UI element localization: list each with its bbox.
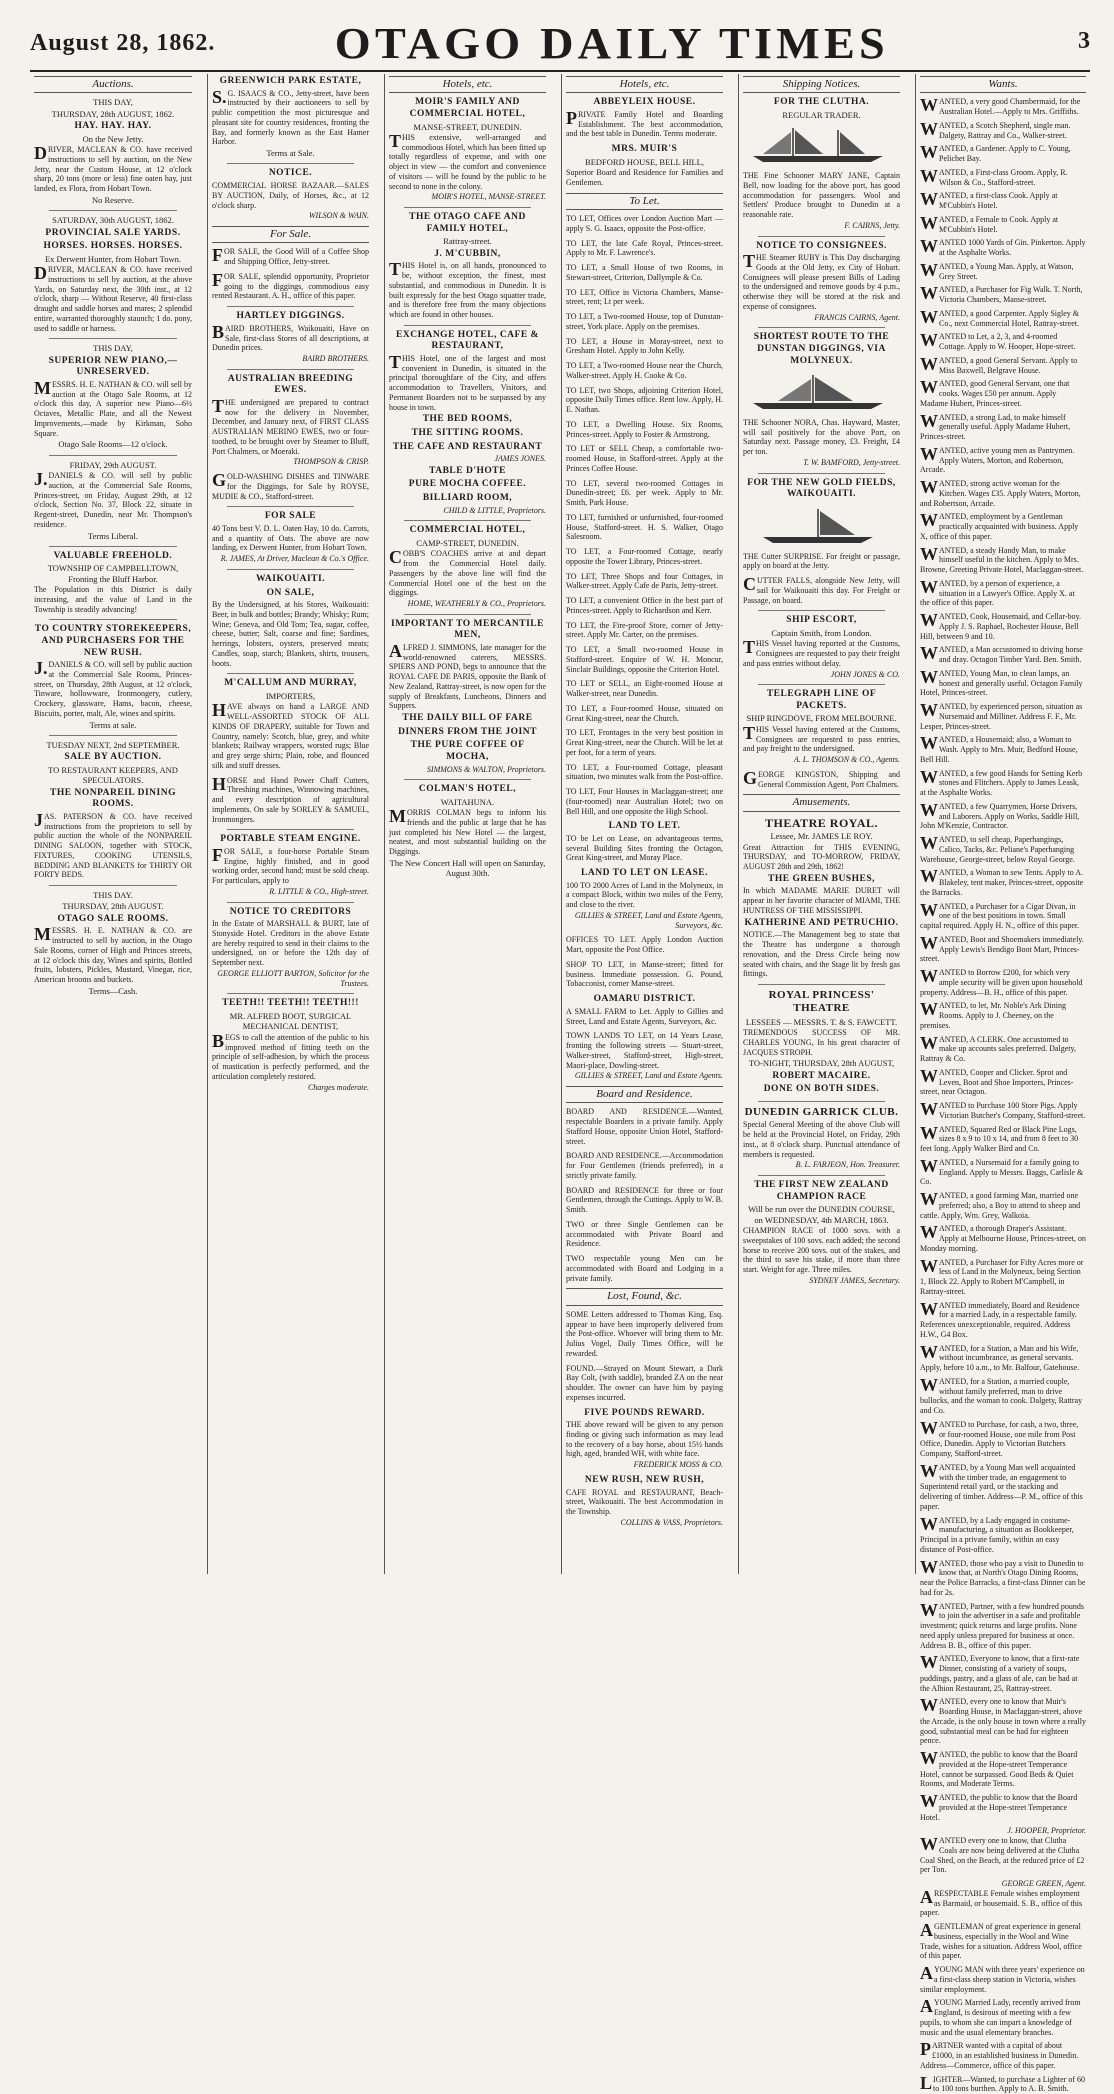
ad-town-lands: TOWN LANDS TO LET, on 14 Years Lease, fronting the following streets — Stuart-street, Walker-street, Stafford-street, High-street, Maori-place, Dowling-street. GILLIES & STREET, Land and Estate Agents. bbox=[566, 1031, 723, 1081]
wanted-ad: WANTED immediately, Board and Residence for a married Lady, in a respectable family. References unexceptionable, required. Address H.W., G4 Box. bbox=[920, 1298, 1080, 1339]
section-heading-auctions: Auctions. bbox=[34, 76, 192, 93]
wanted-ad: WANTED, employment by a Gentleman practically acquainted with business. Apply X, office of this paper. bbox=[920, 510, 1079, 541]
separator bbox=[49, 546, 177, 547]
wanted-ad: WANTED, a good farming Man, married one preferred; also, a Boy to attend to sheep and cattle. Apply, Wm. Grey, Walkoia. bbox=[920, 1189, 1081, 1220]
separator bbox=[227, 163, 354, 164]
newspaper-title: OTAGO DAILY TIMES bbox=[334, 19, 889, 68]
separator bbox=[227, 506, 354, 507]
separator bbox=[227, 306, 354, 307]
wanted-ad: WANTED, by experienced person, situation as Nursemaid and Milliner. Address F. F., Mr. Lesper, Princes-street. bbox=[920, 700, 1083, 731]
ad-horses-auction: SATURDAY, 30th AUGUST, 1862. PROVINCIAL SALE YARDS. HORSES. HORSES. HORSES. Ex Derwent Hunter, from Hobart Town. DRIVER, MACLEAN & CO. have received instructions to sell by auction, at the above Yards, on Saturday next, the 30th inst., at 12 o'clock, sharp — Without Reserve, 40 first-class draught and saddle horses and mares; 2 splendid entire, warranted thoroughly staunch; 1 do. pony, used to saddle or harness. bbox=[34, 215, 192, 333]
separator bbox=[49, 338, 177, 339]
wanted-ad: WANTED, those who pay a visit to Dunedin to know that, at North's Otago Dining Rooms, near the Police Barracks, a first-class Dinner can be had for 2s. bbox=[920, 1556, 1086, 1597]
ad-piano-auction: THIS DAY, SUPERIOR NEW PIANO,—UNRESERVED. MESSRS. H. E. NATHAN & CO. will sell by auction at the Otago Sale Rooms, at 12 o'clock this day, A superior new Piano—6½ Octaves, Metallic Plate, and all the Newest Improvements,—made by Kirkman, Soho Square. Otago Sale Rooms—12 o'clock. bbox=[34, 343, 193, 450]
wanted-ad: WANTED to Purchase 100 Store Pigs. Apply Victorian Butcher's Company, Stafford-street. bbox=[920, 1099, 1086, 1120]
ad-princess-theatre: ROYAL PRINCESS' THEATRE LESSEES — MESSRS. T. & S. FAWCETT. TREMENDOUS SUCCESS OF MR. CHARLES YOUNG, In his great character of JACQUES STROPH. TO-NIGHT, THURSDAY, 28th AUGUST, ROBERT MACAIRE. DONE ON BOTH SIDES. bbox=[743, 989, 900, 1095]
to-let-listing: TO LET, Four Houses in Maclaggan-street; one (four-roomed) near Australian Hotel; two on Bell Hill, and one opposite the High School. bbox=[566, 787, 723, 816]
wanted-ad: WANTED every one to know, that Clutha Coals are now being delivered at the Clutha Coal Shed, on the Beach, at the reduced price of £2 per Ton. bbox=[920, 1834, 1085, 1875]
wanted-ad: WANTED, a Scotch Shepherd, single man. Dalgety, Rattray and Co., Walker-street. bbox=[920, 118, 1071, 140]
board-listing: BOARD and RESIDENCE for three or four Gentlemen, through the Cuttings. Apply to W. B. Smith. bbox=[566, 1185, 723, 1215]
ad-cutter-falls: CUTTER FALLS, alongside New Jetty, will sail for Waikouaiti this day. For Freight or Passage, on board. bbox=[743, 574, 900, 605]
to-let-listing: TO LET, a Two-roomed House, top of Dunstan-street, York place. Apply on the premises. bbox=[566, 312, 723, 331]
column-wants bbox=[915, 74, 1090, 2094]
to-let-listing: SHOP TO LET, in Manse-street; fitted for business. Immediate possession. G. Pound, Tobacconist, corner Manse-street. bbox=[566, 959, 723, 989]
separator bbox=[49, 455, 177, 456]
wanted-ad: WANTED, A CLERK. One accustomed to make up accounts sales preferred. Dalgety, Rattray & Co. bbox=[920, 1032, 1076, 1064]
ad-telegraph-packets: TELEGRAPH LINE OF PACKETS. SHIP RINGDOVE, FROM MELBOURNE. THIS Vessel having entered at the Customs, Consignees are requested to pass entries, and pay freight to the undersigned. A. L. THOMSON & CO., Agents. bbox=[743, 689, 900, 765]
ad-steam-engine: PORTABLE STEAM ENGINE. FOR SALE, a four-horse Portable Steam Engine, highly finished, and in good working order, second hand; must be sold cheap. For particulars, apply to R. LITTLE & CO., High-street. bbox=[212, 834, 369, 896]
separator bbox=[404, 207, 531, 208]
wanted-ad: WANTED, active young men as Pantrymen. Apply Waters, Morton, and Robertson, Arcade. bbox=[920, 443, 1075, 475]
separator bbox=[227, 902, 354, 903]
ad-waikouaiti-stores: WAIKOUAITI. ON SALE, By the Undersigned, at his Stores, Waikouaiti: Beer, in bulk and bottles; Brandy; Whisky; Rum; Wine; Geneva, and Old Tom; Tea, sugar, coffee, cheese, butter; Salt, coarse and fine; Sardines, herrings, lobsters, oysters, preserved meats; Candles, soap, starch; Blankets, shirts, trousers, boots. bbox=[212, 573, 369, 668]
to-let-listing: TO LET, Offices over London Auction Mart — apply S. G. Isaacs, opposite the Post-office. bbox=[566, 214, 723, 233]
to-let-listing: TO LET, several two-roomed Cottages in Dunedin-street; £6. per week. Apply to Mr. Smith, Park House. bbox=[566, 478, 723, 508]
wanted-ad: WANTED, Partner, with a few hundred pounds to join the advertiser in a safe and profitable investment; quick returns and large profits. None need apply unless prepared for business at once. Address B. B., office of this paper. bbox=[920, 1599, 1084, 1650]
wanted-ad: WANTED 1000 Yards of Gin. Pinkerton. Apply at the Asphalte Works. bbox=[920, 236, 1086, 258]
ship-icon bbox=[743, 124, 893, 164]
ad-oaten-hay: FOR SALE 40 Tons best V. D. L. Oaten Hay, 10 do. Carrots, and a quantity of Oats. The above are now landing, ex Derwent Hunter, from Hobart Town. R. JAMES, At Driver, Maclean & Co.'s Office. bbox=[212, 511, 369, 564]
wanted-ad: WANTED, strong active woman for the Kitchen. Wages £35. Apply Waters, Morton, and Robertson, Arcade. bbox=[920, 477, 1081, 508]
separator bbox=[758, 684, 885, 685]
ad-champion-race: THE FIRST NEW ZEALAND CHAMPION RACE Will be run over the DUNEDIN COURSE, on WEDNESDAY, 4th MARCH, 1863. CHAMPION RACE of 1000 sovs. with a sweepstakes of 100 sovs. each added; the second horse to receive 200 sovs. out of the stakes, and the third to save his stake, if more than three start. Weight for age. Three miles. SYDNEY JAMES, Secretary. bbox=[743, 1180, 900, 1285]
to-let-listing: TO LET, a House in Moray-street, next to Gresham Hotel. Apply to John Kelly. bbox=[566, 336, 723, 356]
separator bbox=[404, 614, 531, 615]
wanted-ad: WANTED, the public to know that the Board provided at the Hope-street Temperance Hotel. bbox=[920, 1791, 1078, 1822]
ad-oamaru-farm: OAMARU DISTRICT. A SMALL FARM to Let. Apply to Gillies and Street, Land and Estate Agents, Surveyors, &c. bbox=[566, 994, 723, 1026]
separator bbox=[49, 735, 177, 736]
separator bbox=[758, 1175, 885, 1176]
wanted-ad: WANTED, a first-class Cook. Apply at M'Cubbin's Hotel. bbox=[920, 189, 1058, 211]
wanted-ad: PARTNER wanted with a capital of about £1000, in an established business in Dunedin. Address—Commerce, office of this paper. bbox=[920, 2039, 1079, 2070]
ship-icon bbox=[743, 505, 893, 545]
column-auctions bbox=[30, 74, 196, 1574]
wanted-signature: J. HOOPER, Proprietor. bbox=[1007, 1826, 1086, 1836]
ad-theatre-royal: THEATRE ROYAL. Lessee, Mr. JAMES LE ROY. Great Attraction for THIS EVENING, THURSDAY, and TO-MORROW, FRIDAY, AUGUST 28th and 29th, 1862! THE GREEN BUSHES, In which MADAME MARIE DURET will appear in her favorite character of MIAMI, THE HUNTRESS OF THE MISSISSIPPI. KATHERINE AND PETRUCHIO. NOTICE.—The Management beg to state that the Theatre has undergone a thorough renovation, and the Dress Circle being now seated with chairs, and the Stage lit by fresh gas fittings. bbox=[743, 815, 900, 979]
wanted-ad: WANTED, a Housemaid; also, a Woman to Wash. Apply to Mrs. Muir, Bedford House, Bell Hill. bbox=[920, 733, 1078, 764]
ad-clutha-trader: FOR THE CLUTHA. REGULAR TRADER. THE Fine Schooner MARY JANE, Captain Bell, now loading for the above port, has good accommodation for passengers. Wool and Settlers' Produce brought to Dunedin at a reasonable rate. F. CAIRNS, Jetty. bbox=[743, 97, 900, 230]
wanted-ad: WANTED, a steady Handy Man, to make himself useful in the kitchen. Apply to Mrs. Browne, Greeting Private Hotel, Maclaggan-street. bbox=[920, 543, 1084, 575]
ad-garrick-club: DUNEDIN GARRICK CLUB. Special General Meeting of the above Club will be held at the Provincial Hotel, on Friday, 29th inst., at 8 o'clock sharp. Punctual attendance of members is requested. B. L. FARJEON, Hon. Treasurer. bbox=[743, 1106, 900, 1170]
to-let-listing: TO LET or SELL, an Eight-roomed House at Walker-street, near Dunedin. bbox=[566, 679, 723, 699]
to-let-listing: TO LET, the late Cafe Royal, Princes-street. Apply to Mr. F. Lawrence's. bbox=[566, 238, 723, 258]
ad-commercial-hotel: COMMERCIAL HOTEL, CAMP-STREET, DUNEDIN. COBB'S COACHES arrive at and depart from the Commercial Hotel daily. Passengers by the above line will find the Commercial Hotel one of the best on the diggings. HOME, WEATHERLY & CO., Proprietors. bbox=[389, 525, 546, 609]
to-let-listing: TO LET, Office in Victoria Chambers, Manse-street, rent; Lt per week. bbox=[566, 287, 723, 307]
ad-bedford-house: MRS. MUIR'S BEDFORD HOUSE, BELL HILL, Superior Board and Residence for Families and Gentlemen. bbox=[566, 144, 723, 187]
to-let-listing: TO LET, a convenient Office in the best part of Princes-street. Apply to Richardson and Kerr. bbox=[566, 596, 723, 615]
ad-colmans-hotel: COLMAN'S HOTEL, WAITAHUNA. MORRIS COLMAN begs to inform his friends and the public at large that he has just completed his New Hotel — the largest, neatest, and most substantial building on the Diggings. The New Concert Hall will open on Saturday, August 30th. bbox=[389, 784, 546, 879]
wanted-ad: WANTED, Everyone to know, that a first-rate Dinner, consisting of a variety of soups, puddings, pastry, and a glass of ale, can be had at the Albion Restaurant, 25, Rattray-street. bbox=[920, 1652, 1080, 1693]
separator bbox=[49, 210, 177, 211]
wanted-ad: WANTED, good General Servant, one that cooks. Wages £50 per annum. Apply Madame Hubert, Princes-street. bbox=[920, 377, 1070, 408]
wanted-ad: WANTED, a good Carpenter. Apply Sigley & Co., next Commercial Hotel, Rattray-street. bbox=[920, 306, 1079, 328]
section-heading-hotels: Hotels, etc. bbox=[389, 76, 546, 93]
wanted-ad: WANTED, a very good Chambermaid, for the Australian Hotel.—Apply to Mrs. Griffiths. bbox=[920, 95, 1081, 117]
wanted-signature: GEORGE GREEN, Agent. bbox=[1001, 1879, 1086, 1889]
ad-new-rush: NEW RUSH, NEW RUSH, CAFE ROYAL and RESTAURANT, Beach-street, Waikouaiti. The best Accommodation in the Township. COLLINS & VASS, Proprietors. bbox=[566, 1474, 723, 1527]
ad-cafe-de-paris: IMPORTANT TO MERCANTILE MEN, ALFRED J. SIMMONS, late manager for the world-renowned caterers, MESSRS. SPIERS AND POND, begs to announce that the ROYAL CAFE DE PARIS, opposite the Bank of New Zealand, Rattray-street, is now open for the supply of Breakfasts, Luncheons, Dinners and Suppers. THE DAILY BILL OF FARE DINNERS FROM THE JOINT THE PURE COFFEE OF MOCHA, SIMMONS & WALTON, Proprietors. bbox=[389, 618, 546, 774]
wanted-ad: WANTED, to sell cheap, Paperhangings, Calico, Tacks, &c. Peliane's Paperhanging Warehouse, George-street, below Royal George. bbox=[920, 833, 1075, 864]
separator bbox=[758, 610, 885, 611]
wanted-ad: WANTED, every one to know that Muir's Boarding House, in Maclaggan-street, above the Arcade, is the only house in town where a really good, substantial meal can be had for eighteen pence. bbox=[920, 1695, 1086, 1746]
column-hotels bbox=[384, 74, 550, 1574]
ad-nonpareil-auction: TUESDAY NEXT, 2nd SEPTEMBER. SALE BY AUCTION. TO RESTAURANT KEEPERS, AND SPECULATORS. THE NONPAREIL DINING ROOMS. JAS. PATERSON & CO. have received instructions from the proprietors to sell by public auction the whole of the NONPAREIL DINING SALOON, together with STOCK, FIXTURES, COOKING UTENSILS, BEDDING AND BLANKETS for THIRTY OR FORTY BEDS. bbox=[34, 740, 192, 880]
ad-ship-escort: SHIP ESCORT, Captain Smith, from London. THIS Vessel having reported at the Customs, Consignees are requested to pay their freight and pass entries without delay. JOHN JONES & CO. bbox=[743, 615, 900, 679]
wanted-ad: AYOUNG MAN with three years' experience on a first-class sheep station in Victoria, wishes similar employment. bbox=[920, 1963, 1085, 1994]
to-let-listing: TO LET, a Dwelling House. Six Rooms, Princes-street. Apply to Foster & Armstrong. bbox=[566, 419, 723, 439]
page-number: 3 bbox=[1078, 28, 1090, 54]
board-listing: TWO or three Single Gentlemen can be accommodated with Private Board and Residence. bbox=[566, 1219, 723, 1249]
to-let-listing: TO LET, two Shops, adjoining Criterion Hotel, opposite Daily Times office. Rent low. Apply, H. E. Nathan. bbox=[566, 385, 723, 415]
separator bbox=[227, 673, 354, 674]
ad-campbelltown-freehold: VALUABLE FREEHOLD. TOWNSHIP OF CAMPBELLTOWN, Fronting the Bluff Harbor. The Population in this District is daily increasing, and the value of Land in the Township is steadily advancing! bbox=[34, 550, 192, 614]
section-heading-amusements: Amusements. bbox=[743, 794, 900, 811]
column-to-let bbox=[561, 74, 727, 1574]
separator bbox=[758, 1101, 885, 1102]
to-let-listing: TO LET, furnished or unfurnished, four-roomed House, Stafford-street. H. S. Walker, Otago Salesroom. bbox=[566, 512, 723, 542]
separator bbox=[227, 369, 354, 370]
ad-dunstan-route: SHORTEST ROUTE TO THE DUNSTAN DIGGINGS, VIA MOLYNEUX. THE Schooner NORA, Chas. Hayward, Master, will sail positively for the above Port, on Saturday next. Passage money, £3. Freight, £4 per ton. T. W. BAMFORD, Jetty-street. bbox=[743, 332, 900, 467]
separator bbox=[227, 569, 354, 570]
wanted-ad: WANTED, Cook, Housemaid, and Cellar-boy. Apply J. S. Raphael, Rochester House, Bell Hill, between 9 and 10. bbox=[920, 610, 1081, 641]
wanted-ad: WANTED to Purchase, for cash, a two, three, or four-roomed House, one mile from Post Office, Dunedin. Apply to Victorian Butchers Company, Stafford-street. bbox=[920, 1417, 1079, 1459]
ad-moirs-hotel: MOIR'S FAMILY AND COMMERCIAL HOTEL, MANSE-STREET, DUNEDIN. THIS extensive, well-arranged and commodious Hotel, which has been fitted up totally regardless of expense, and with one object in view — the comfort and convenience of visitors — will be found by the public to be second to none in the colony. MOIR'S HOTEL, MANSE-STREET. bbox=[389, 97, 546, 202]
separator bbox=[227, 829, 354, 830]
to-let-listing: TO LET, Frontages in the very best position in Great King-street, near the Church. Will be let at per foot, for a term of years. bbox=[566, 728, 723, 757]
section-heading-shipping: Shipping Notices. bbox=[743, 76, 900, 93]
lost-listing: FOUND.—Strayed on Mount Stewart, a Dark Bay Colt, (with saddle), branded ZA on the near shoulder. The owner can have him by paying expenses incurred. bbox=[566, 1363, 723, 1402]
wanted-ad: WANTED, a strong Lad, to make himself generally useful. Apply Madame Hubert, Princes-street. bbox=[920, 410, 1071, 442]
section-heading-wants: Wants. bbox=[920, 76, 1086, 93]
wanted-ad: WANTED, a good General Servant. Apply to Miss Baxwell, Belgrave House. bbox=[920, 353, 1078, 375]
wanted-ad: WANTED, by a person of experience, a situation in a Lawyer's Office. Apply X. at the office of this paper. bbox=[920, 576, 1075, 608]
board-listing: BOARD AND RESIDENCE.—Accommodation for Four Gentlemen (friends preferred), in a strictly private family. bbox=[566, 1151, 723, 1180]
wanted-ad: WANTED, a Gardener. Apply to C. Young, Pelichet Bay. bbox=[920, 142, 1071, 164]
wanted-ad: WANTED, a Woman to sew Tents. Apply to A. Blakeley, tent maker, Princes-street, opposite the Barracks. bbox=[920, 866, 1084, 897]
to-let-listing: OFFICES TO LET. Apply London Auction Mart, opposite the Post Office. bbox=[566, 935, 723, 955]
ad-gold-washing-dishes: GOLD-WASHING DISHES and TINWARE for the Diggings, for Sale by ROYSE, MUDIE & CO., Stafford-street. bbox=[212, 470, 369, 501]
wanted-ad: WANTED, by a Young Man well acquainted with the timber trade, an engagement to Superintend retail yard, or the stacking and delivering of timber. Address—P. M., office of this paper. bbox=[920, 1460, 1083, 1511]
wanted-ad: WANTED, a few good Hands for Setting Kerb stones and Flitchers. Apply to James Leask, at the Asphalte Works. bbox=[920, 766, 1083, 798]
ad-dentist: TEETH!! TEETH!! TEETH!!! MR. ALFRED BOOT, SURGICAL MECHANICAL DENTIST, BEGS to call the attention of the public to his improved method of fitting teeth on the principle of self-adhesion, by which the process of mastication is perfectly performed, and the articulation completely restored. Charges moderate. bbox=[212, 998, 369, 1092]
wanted-ad: WANTED, a Female to Cook. Apply at M'Cubbin's Hotel. bbox=[920, 212, 1059, 234]
separator bbox=[404, 325, 531, 326]
wanted-ad: WANTED, Boot and Shoemakers immediately. Apply Lewis's Bendigo Boot Mart, Princes-street. bbox=[920, 932, 1084, 964]
wanted-ad: WANTED, a Man accustomed to driving horse and dray. Octagon Timber Yard. Ben. Smith. bbox=[920, 643, 1083, 665]
wanted-ad: WANTED, Squared Red or Black Pine Logs, sizes 8 x 9 to 10 x 14, and from 8 feet to 30 feet long. Apply Walker Bird and Co. bbox=[920, 1122, 1079, 1154]
issue-date: August 28, 1862. bbox=[30, 30, 216, 56]
separator bbox=[404, 779, 531, 780]
separator bbox=[758, 984, 885, 985]
ad-notice-creditors: NOTICE TO CREDITORS In the Estate of MARSHALL & BURT, late of Stonyside Hotel. Creditors in the above Estate are hereby required to send in their claims to the undersigned, on or before the 12th day of September next. GEORGE ELLIOTT BARTON, Solicitor for the Trustees. bbox=[212, 906, 369, 988]
ad-hay-auction: THIS DAY, THURSDAY, 28th AUGUST, 1862. HAY. HAY. HAY. On the New Jetty. DRIVER, MACLEAN & CO. have received instructions to sell by auction, on the New Jetty, near the Custom House, at 12 o'clock sharp, 20 tons (more or less) fine oaten hay, just landed, ex Flora, from Hobart Town. No Reserve. bbox=[34, 97, 192, 205]
wanted-ad: AYOUNG Married Lady, recently arrived from England, is desirous of meeting with a few pupils, to whom she can impart a knowledge of music and the usual elementary branches. bbox=[920, 1996, 1081, 2037]
separator bbox=[49, 619, 177, 620]
to-let-listing: TO LET, a Four-roomed House, situated on Great King-street, near the Church. bbox=[566, 703, 723, 723]
ad-exchange-hotel: EXCHANGE HOTEL, CAFE & RESTAURANT, THIS Hotel, one of the largest and most convenient in Dunedin, is situated in the principal thoroughfare of the City, and offers accommodation to Travellers, Visitors, and Permanent Boarders not to be surpassed by any house in town. THE BED ROOMS, THE SITTING ROOMS. THE CAFE AND RESTAURANT JAMES JONES. TABLE D'HOTE PURE MOCHA COFFEE. BILLIARD ROOM, CHILD & LITTLE, Proprietors. bbox=[389, 329, 546, 515]
to-let-listing: TO LET, a Four-roomed Cottage, pleasant situation, two minutes walk from the Post-office. bbox=[566, 762, 723, 782]
ad-otago-cafe: THE OTAGO CAFE AND FAMILY HOTEL, Rattray-street. J. M'CUBBIN, THIS Hotel is, on all hands, pronounced to be, without exception, the finest, most substantial, and commodious in Dunedin. It is built expressly for the best Otago squatter trade, and is therefore free from the many objections which are found in other houses. bbox=[389, 212, 546, 320]
ad-mcallum-murray: M'CALLUM AND MURRAY, IMPORTERS, HAVE always on hand a LARGE AND WELL-ASSORTED STOCK OF ALL KINDS OF DRAPERY, suitable for Town and Country, namely: Scotch, blue, grey, and white blankets; Railway wrappers, worsted rugs; Blue and grey serge shirts; Plain, robe, and flounced silk and stuff dresses. bbox=[212, 678, 369, 770]
section-heading-hotels-2: Hotels, etc. bbox=[566, 76, 723, 93]
separator bbox=[49, 885, 177, 886]
wanted-ad: LIGHTER—Wanted, to purchase a Lighter of 60 to 100 tons burthen. Apply to A. B. Smith. bbox=[920, 2072, 1085, 2094]
column-for-sale bbox=[207, 74, 373, 1574]
wanted-ad: WANTED, a Purchaser for a Cigar Divan, in one of the best positions in town. Small capital required. Apply H. N., office of this paper. bbox=[920, 899, 1080, 931]
to-let-listing: TO LET, Three Shops and four Cottages, in Walker-street. Apply Cafe de Paris, Jetty-street. bbox=[566, 571, 723, 591]
ad-consignees-notice: NOTICE TO CONSIGNEES. THE Steamer RUBY is This Day discharging Goods at the Old Jetty, ex City of Hobart. Consignees will please present Bills of Lading to the undersigned and remove goods by 4 p.m., otherwise they will be stored at the risk and expense of consignees. FRANCIS CAIRNS, Agent. bbox=[743, 240, 900, 322]
ad-hartley-diggings: HARTLEY DIGGINGS. BAIRD BROTHERS, Waikouaiti, Have on Sale, first-class Stores of all descriptions, at Dunedin prices. BAIRD BROTHERS. bbox=[212, 311, 369, 363]
to-let-listing: TO LET, a Small House of two Rooms, in Stewart-street, Criterion, Dallymple & Co. bbox=[566, 263, 723, 282]
separator bbox=[758, 473, 885, 474]
section-heading-board: Board and Residence. bbox=[566, 1086, 723, 1103]
wanted-ad: WANTED, by a Lady engaged in costume-manufacturing, a situation as Bookkeeper, Principal in a private family, within an easy distance of Post-office. bbox=[920, 1513, 1074, 1554]
wanted-ad: WANTED to Let, a 2, 3, and 4-roomed Cottage. Apply to W. Hooper, Hope-street. bbox=[920, 330, 1076, 352]
board-listing: BOARD AND RESIDENCE.—Wanted, respectable Boarders in a private family. Apply Stafford House, opposite Union Hotel, Stafford-street. bbox=[566, 1107, 723, 1146]
wanted-ad: WANTED, the public to know that the Board provided at the Hope-street Temperance Hotel, cannot be surpassed. Good Beds & Quiet Rooms, and Moderate Terms. bbox=[920, 1748, 1078, 1789]
to-let-listing: TO LET, a Four-roomed Cottage, nearly opposite the Tower Library, Princes-street. bbox=[566, 547, 723, 566]
wanted-ad: WANTED, a Young Man. Apply, at Watson, Grey Street. bbox=[920, 259, 1074, 281]
ad-storekeepers-auction: TO COUNTRY STOREKEEPERS, AND PURCHASERS FOR THE NEW RUSH. J.DANIELS & CO. will sell by public auction at the Commercial Sale Rooms, Princes-street, on Thursday, 28th August, at 12 o'clock, Tinware, hollowware, Ironmongery, cutlery, Crockery, glassware, Hams, bacon, cheese, Biscuits, porter, malt, Ale, wines and spirits. Terms at sale. bbox=[34, 624, 192, 730]
wanted-ad: WANTED, to let, Mr. Noble's Ark Dining Rooms. Apply to J. Cheeney, on the premises. bbox=[920, 999, 1066, 1030]
separator bbox=[758, 236, 885, 237]
ad-greenwich-park: GREENWICH PARK ESTATE, S.G. ISAACS & CO., Jetty-street, have been instructed by their auctioneers to sell by public competition the most picturesque and pleasant site for country residences, fronting the Bay, and formerly known as the East Hamer Harbor. Terms at Sale. bbox=[212, 76, 369, 159]
wanted-ad: WANTED, a Purchaser for Fig Walk. T. North, Victoria Chambers, Manse-street. bbox=[920, 283, 1083, 305]
wanted-ad: WANTED, for a Station, a Man and his Wife, without incumbrance, as general servants. Apply, before 10 a.m., to Mr. Balfour, Gatehouse. bbox=[920, 1341, 1080, 1373]
separator bbox=[404, 520, 531, 521]
to-let-listing: TO LET, the Fire-proof Store, corner of Jetty-street. Apply Mr. Carter, on the premises. bbox=[566, 620, 723, 640]
ad-waikouaiti-cutter: FOR THE NEW GOLD FIELDS, WAIKOUAITI. THE Cutter SURPRISE. For freight or passage, apply on board at the Jetty. bbox=[743, 477, 900, 571]
wanted-ad: ARESPECTABLE Female wishes employment as Barmaid, or housemaid. S. B., office of this paper. bbox=[920, 1886, 1083, 1918]
wanted-ad: WANTED, a few Quarrymen, Horse Drivers, and Laborers. Apply on Works, Saddle Hill, John M'Kenzie, Contractor. bbox=[920, 799, 1080, 831]
to-let-listing: TO LET or SELL Cheap, a comfortable two-roomed House, in Stafford-street. Apply at the Princes Coffee House. bbox=[566, 444, 723, 473]
section-heading-lost-found: Lost, Found, &c. bbox=[566, 1288, 723, 1305]
wanted-ad: WANTED, a Purchaser for Fifty Acres more or less of Land in the Molyneux, being Section 1, Block 22. Apply to Robert M'Campbell, in Rattray-street. bbox=[920, 1255, 1084, 1296]
ad-abbeyleix-house: ABBEYLEIX HOUSE. PRIVATE Family Hotel and Boarding Establishment. The best accommodation, and the best table in Dunedin. Terms moderate. bbox=[566, 97, 723, 139]
separator bbox=[758, 327, 885, 328]
wanted-ad: WANTED to Borrow £200, for which very ample security will be given upon household property. Address—B. H., office of this paper. bbox=[920, 966, 1083, 997]
board-listing: TWO respectable young Men can be accommodated with Board and Lodging in a private family. bbox=[566, 1254, 723, 1283]
wanted-ad: WANTED, for a Station, a married couple, without family preferred, man to drive bullocks, and the woman to cook. Dalgety, Rattray and Co. bbox=[920, 1374, 1083, 1416]
ad-reward: FIVE POUNDS REWARD. THE above reward will be given to any person finding or giving such information as may lead to the recovery of a bay horse, about 15½ hands high, aged, branded WH, with white face. FREDERICK MOSS & CO. bbox=[566, 1407, 723, 1470]
section-heading-to-let: To Let. bbox=[566, 193, 723, 210]
wanted-ad: WANTED, Young Man, to clean lamps, an honest and generally useful. Octagon Family Hotel, Princes-street. bbox=[920, 666, 1083, 698]
ad-otago-sale-rooms: THIS DAY. THURSDAY, 28th AUGUST. OTAGO SALE ROOMS. MESSRS. H. E. NATHAN & CO. are instructed to sell by auction, in the Otago Sale Rooms, corner of High and Princes streets, at 12 o'clock this day, Wines and spirits, Bottled fruits, lobsters, Pickles, Mustard, Vinegar, rice, American brooms and buckets. Terms—Cash. bbox=[34, 890, 192, 996]
ad-restaurant-sale: FOR SALE, splendid opportunity, Proprietor going to the diggings, commodious easy rented Restaurant. A. H., office of this paper. bbox=[212, 269, 369, 301]
ad-chaff-cutters: HORSE and Hand Power Chaff Cutters, Threshing machines, Winnowing machines, and every description of agricultural implements. On sale by SORLEY & SAMUEL, Ironmongers. bbox=[212, 773, 369, 824]
to-let-listing: TO LET, a Small two-roomed House in Stafford-street. Enquire of W. H. Moncur, Sinclair Buildings, opposite the Criterion Hotel. bbox=[566, 645, 723, 674]
ship-icon bbox=[743, 371, 893, 411]
ad-land-lease: LAND TO LET ON LEASE. 100 TO 2000 Acres of Land in the Molyneux, in a compact Block, within two miles of the Ferry, and close to the river. GILLIES & STREET, Land and Estate Agents, Surveyors, &c. bbox=[566, 868, 723, 930]
to-let-listing: TO LET, a Two-roomed House near the Church, Walker-street. Apply H. Cooke & Co. bbox=[566, 361, 723, 380]
lost-listing: SOME Letters addressed to Thomas King, Esq. appear to have been improperly delivered from the Post-office. Whoever will bring them to Mr. Julius Vogel, Daily Times Office, will be rewarded. bbox=[566, 1309, 723, 1358]
section-heading-for-sale: For Sale. bbox=[212, 226, 369, 243]
ad-section-auction: FRIDAY, 29th AUGUST. J.DANIELS & CO. will sell by public auction, at the Commercial Sale Rooms, Princes-street, on Friday, August 29th, at 12 o'clock, Section No. 37, Block 22, situate in Regent-street, Dunedin, near Mr. Thompson's residence. Terms Liberal. bbox=[34, 459, 192, 541]
separator bbox=[227, 993, 354, 994]
wanted-ad: WANTED, a First-class Groom. Apply, R. Wilson & Co., Stafford-street. bbox=[920, 165, 1068, 187]
wanted-ad: AGENTLEMAN of great experience in general business, especially in the Wool and Wine Trade, wishes for a situation. Address Wool, office of this paper. bbox=[920, 1920, 1082, 1961]
ad-coffee-shop: FOR SALE, the Good Will of a Coffee Shop and Shipping Office, Jetty-street. bbox=[212, 245, 369, 267]
masthead bbox=[30, 10, 1090, 68]
wanted-ad: WANTED, Cooper and Clicker. Sprot and Leven, Boot and Shoe Importers, Princes-street, near Octagon. bbox=[920, 1065, 1074, 1097]
ad-land-to-let: LAND TO LET. TO be Let on Lease, on advantageous terms, several Building Sites fronting the Octagon, Great King-street, and Moray Place. bbox=[566, 821, 723, 863]
wanted-ad: WANTED, a Nursemaid for a family going to England. Apply to Messrs. Baggs, Carlisle & Co. bbox=[920, 1155, 1084, 1187]
column-shipping bbox=[738, 74, 904, 1574]
ad-kingston-agent: GEORGE KINGSTON, Shipping and General Commission Agent, Port Chalmers. bbox=[743, 767, 900, 789]
wanted-ad: WANTED, a thorough Draper's Assistant. Apply at Melbourne House, Princes-street, on Monday morning. bbox=[920, 1222, 1086, 1253]
masthead-rule bbox=[30, 70, 1090, 72]
ad-breeding-ewes: AUSTRALIAN BREEDING EWES. THE undersigned are prepared to contract now for the delivery in November, December, and January next, of FIRST CLASS AUSTRALIAN MERINO EWES, two or four-toothed, to be brought over by Steamer to Bluff, Port Chalmers, or Moeraki. THOMPSON & CRISP. bbox=[212, 373, 369, 467]
ad-horse-bazaar: NOTICE. COMMERCIAL HORSE BAZAAR.—SALES BY AUCTION, Daily, of Horses, &c., at 12 o'clock sharp. WILSON & WAIN. bbox=[212, 168, 369, 221]
